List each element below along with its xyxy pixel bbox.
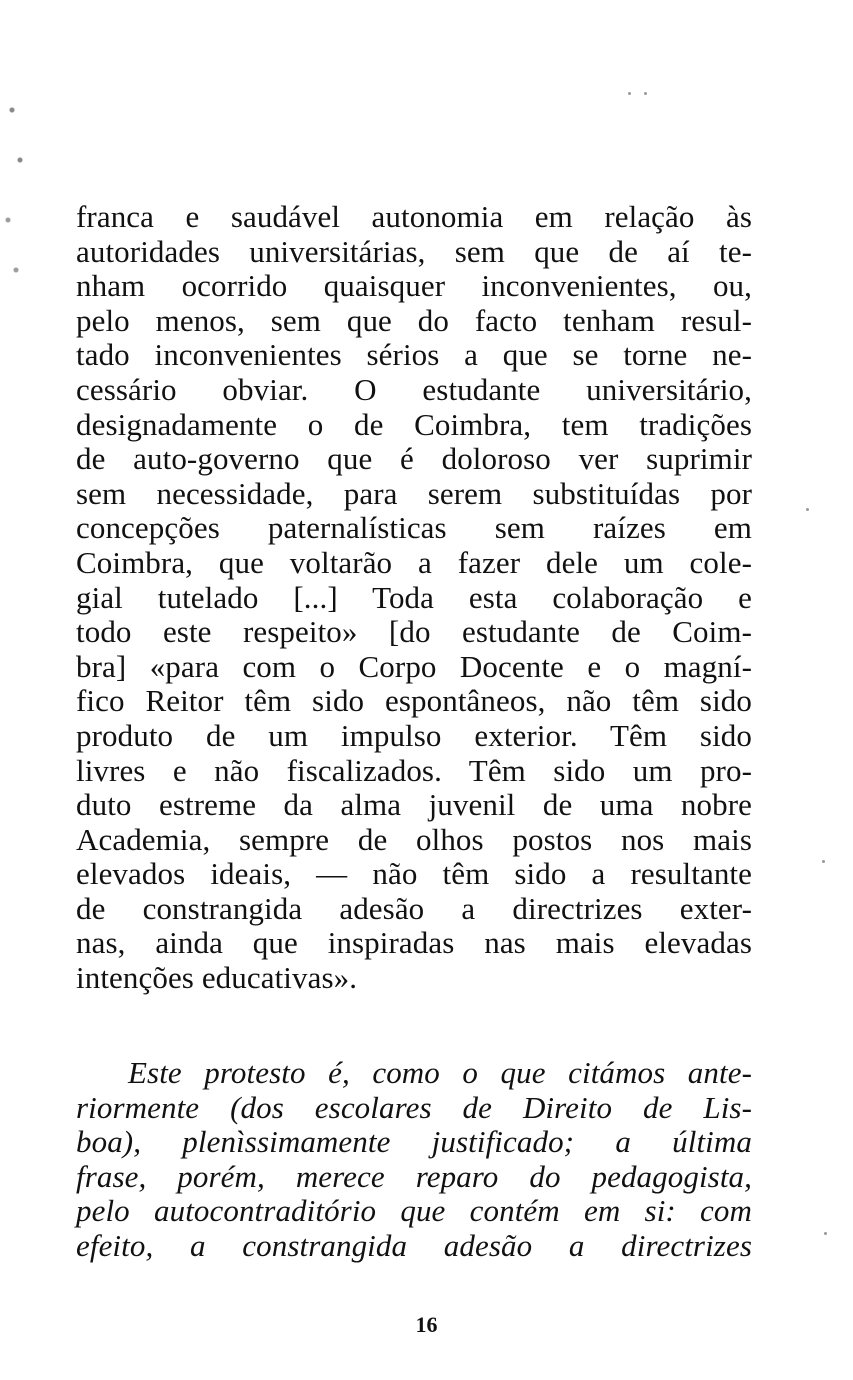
text-line: autoridades universitárias, sem que de aí te- <box>76 233 752 269</box>
scan-speck <box>806 508 809 511</box>
text-line: bra] «para com o Corpo Docente e o magní- <box>76 648 752 684</box>
text-line: designadamente o de Coimbra, tem tradições <box>76 406 752 442</box>
text-line: tado inconvenientes sérios a que se torne ne- <box>76 337 752 373</box>
text-line: nas, ainda que inspiradas nas mais elevadas <box>76 925 752 961</box>
text-line: produto de um impulso exterior. Têm sido <box>76 717 752 753</box>
scan-speck <box>644 92 647 95</box>
text-line: Academia, sempre de olhos postos nos mais <box>76 821 752 857</box>
text-line: livres e não fiscalizados. Têm sido um pro- <box>76 752 752 788</box>
text-line: boa), plenìssimamente justificado; a última <box>76 1124 752 1160</box>
text-line: Este protesto é, como o que citámos ante- <box>128 1055 752 1090</box>
text-line: intenções educativas». <box>76 960 358 996</box>
text-line: nham ocorrido quaisquer inconvenientes, ou, <box>76 268 752 304</box>
scan-speck <box>822 860 825 863</box>
commentary-paragraph <box>76 1056 752 1264</box>
text-line: concepções paternalísticas sem raízes em <box>76 510 752 546</box>
text-line: todo este respeito» [do estudante de Coim- <box>76 614 752 650</box>
text-line: cessário obviar. O estudante universitário, <box>76 371 752 407</box>
scan-page-edge <box>0 70 34 300</box>
quote-paragraph <box>76 200 752 996</box>
text-line: duto estreme da alma juvenil de uma nobre <box>76 787 752 823</box>
text-line: de auto-governo que é doloroso ver suprimir <box>76 441 752 477</box>
text-line: Coimbra, que voltarão a fazer dele um cole- <box>76 544 752 580</box>
text-line: franca e saudável autonomia em relação às <box>76 199 752 234</box>
text-line: fico Reitor têm sido espontâneos, não têm sido <box>76 683 752 719</box>
text-line: pelo menos, sem que do facto tenham resul- <box>76 302 752 338</box>
text-line: pelo autocontraditório que contém em si: com <box>76 1193 752 1229</box>
scan-speck <box>824 1232 827 1235</box>
text-line: de constrangida adesão a directrizes exter- <box>76 890 752 926</box>
text-line: elevados ideais, — não têm sido a resultante <box>76 856 752 892</box>
text-line: frase, porém, merece reparo do pedagogista, <box>76 1158 752 1194</box>
text-line: gial tutelado [...] Toda esta colaboração e <box>76 579 752 615</box>
scan-speck <box>628 92 631 95</box>
text-line: efeito, a constrangida adesão a directrizes <box>76 1227 752 1263</box>
text-line: riormente (dos escolares de Direito de Lis- <box>76 1089 752 1125</box>
page-number: 16 <box>415 1312 438 1337</box>
text-line: sem necessidade, para serem substituídas por <box>76 475 752 511</box>
